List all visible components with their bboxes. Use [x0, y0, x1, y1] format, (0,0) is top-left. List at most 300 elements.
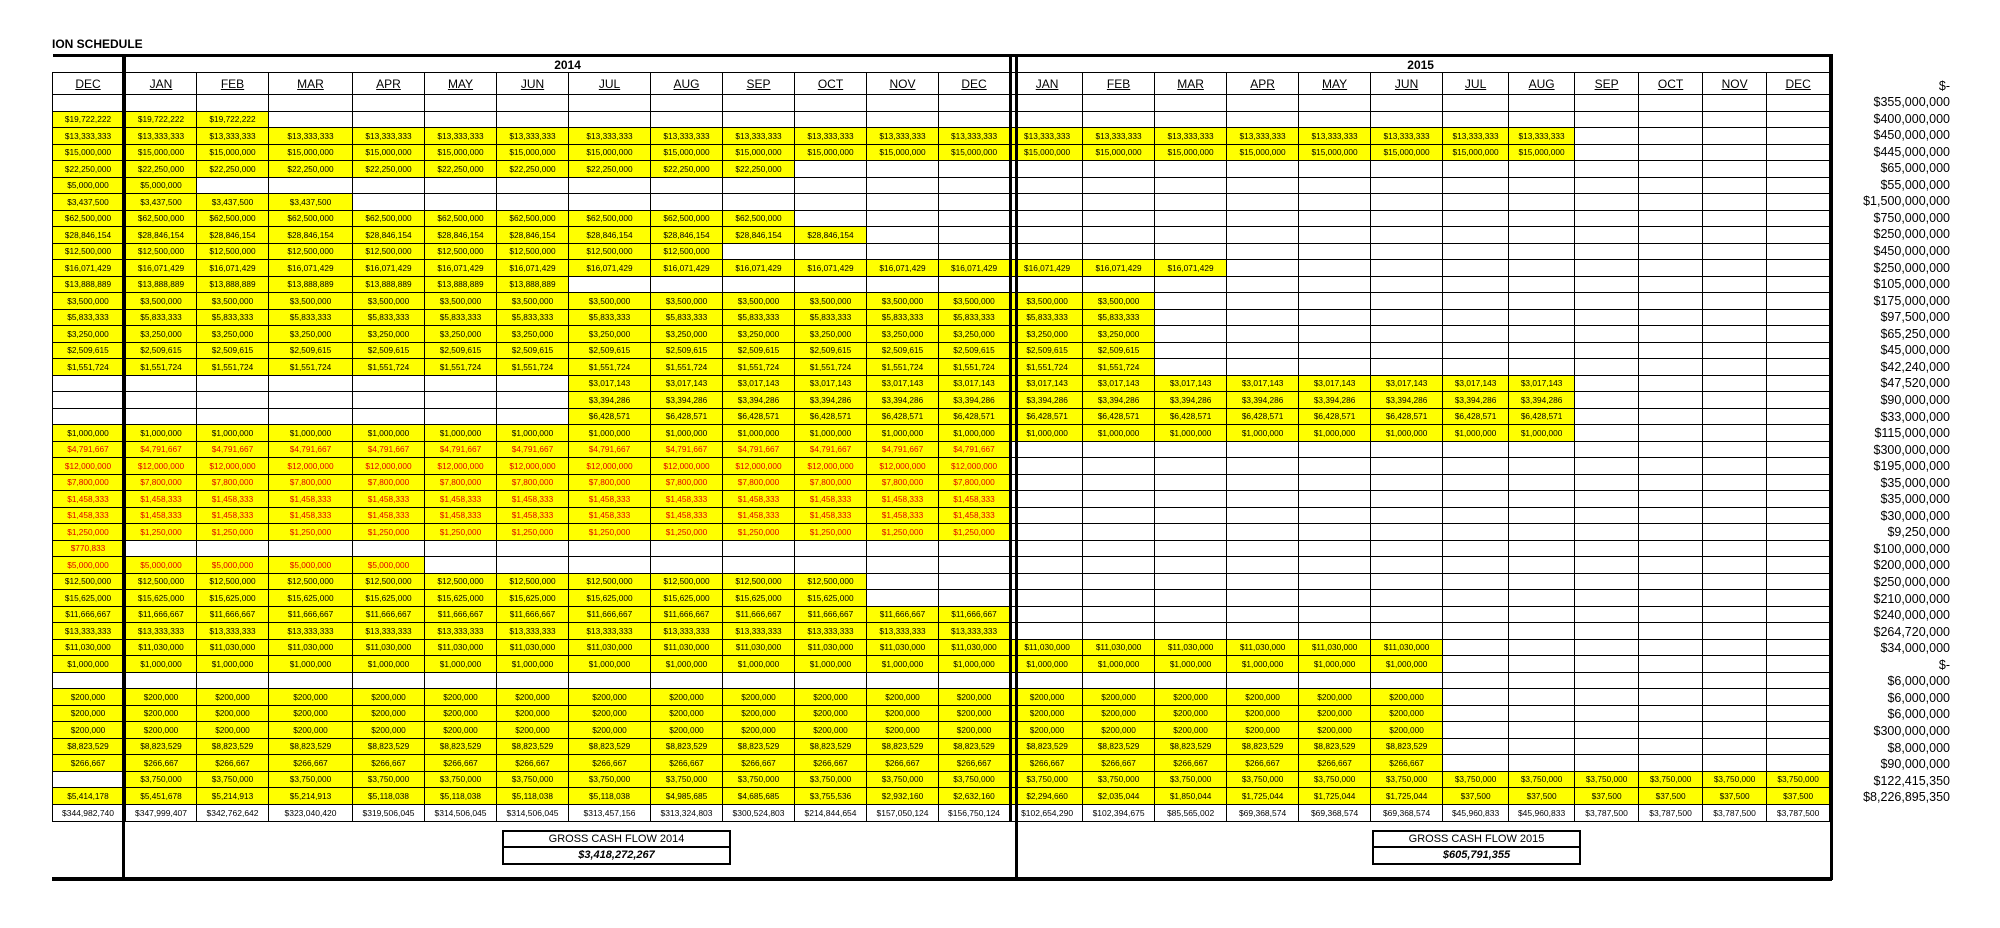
schedule-cell — [1155, 623, 1227, 640]
schedule-row — [53, 491, 1831, 508]
schedule-cell: $1,000,000 — [795, 425, 867, 442]
schedule-cell — [1639, 491, 1703, 508]
schedule-cell: $266,667 — [569, 755, 651, 772]
schedule-cell: $1,250,000 — [497, 524, 569, 541]
schedule-cell — [939, 590, 1011, 607]
schedule-cell: $6,428,571 — [867, 408, 939, 425]
schedule-cell: $62,500,000 — [353, 210, 425, 227]
schedule-cell: $5,833,333 — [939, 309, 1011, 326]
schedule-cell — [1639, 672, 1703, 689]
schedule-cell — [723, 95, 795, 112]
schedule-cell — [1083, 524, 1155, 541]
schedule-cell — [939, 243, 1011, 260]
schedule-cell — [723, 243, 795, 260]
month-header-dec: DEC — [1767, 73, 1831, 95]
schedule-cell: $62,500,000 — [125, 210, 197, 227]
schedule-cell: $3,437,500 — [53, 194, 125, 211]
schedule-cell: $8,823,529 — [125, 738, 197, 755]
row-total-value: $250,000,000 — [1873, 260, 1950, 275]
schedule-cell: $6,428,571 — [939, 408, 1011, 425]
schedule-cell — [1509, 326, 1575, 343]
schedule-cell: $8,823,529 — [1371, 738, 1443, 755]
schedule-cell — [125, 672, 197, 689]
schedule-cell: $12,000,000 — [353, 458, 425, 475]
row-total-value: $6,000,000 — [1887, 674, 1950, 689]
schedule-cell — [1703, 177, 1767, 194]
schedule-cell: $1,458,333 — [867, 491, 939, 508]
schedule-cell: $12,500,000 — [353, 573, 425, 590]
schedule-cell — [425, 177, 497, 194]
schedule-row — [53, 161, 1831, 178]
schedule-cell — [353, 177, 425, 194]
schedule-cell — [1299, 359, 1371, 376]
schedule-cell — [1011, 590, 1083, 607]
schedule-cell — [1639, 425, 1703, 442]
sheet-title: ION SCHEDULE — [52, 37, 143, 51]
schedule-cell — [1011, 507, 1083, 524]
schedule-cell — [353, 408, 425, 425]
row-total-value: $250,000,000 — [1873, 227, 1950, 242]
schedule-cell: $11,666,667 — [53, 606, 125, 623]
schedule-cell: $1,000,000 — [651, 425, 723, 442]
month-header-feb: FEB — [1083, 73, 1155, 95]
schedule-cell — [1703, 309, 1767, 326]
schedule-cell — [939, 557, 1011, 574]
schedule-cell — [1371, 623, 1443, 640]
schedule-cell: $28,846,154 — [497, 227, 569, 244]
schedule-cell — [1155, 111, 1227, 128]
schedule-cell — [497, 392, 569, 409]
schedule-cell: $1,000,000 — [1371, 656, 1443, 673]
schedule-cell: $1,000,000 — [1227, 425, 1299, 442]
schedule-cell — [1155, 590, 1227, 607]
schedule-cell: $8,823,529 — [795, 738, 867, 755]
schedule-cell: $200,000 — [125, 689, 197, 706]
schedule-cell — [1227, 557, 1299, 574]
schedule-cell: $3,394,286 — [1083, 392, 1155, 409]
schedule-cell: $15,000,000 — [1371, 144, 1443, 161]
schedule-cell — [1371, 540, 1443, 557]
schedule-cell: $200,000 — [939, 689, 1011, 706]
schedule-cell — [1371, 606, 1443, 623]
schedule-cell: $16,071,429 — [939, 260, 1011, 277]
schedule-cell — [867, 672, 939, 689]
schedule-cell: $3,394,286 — [795, 392, 867, 409]
schedule-cell: $1,000,000 — [723, 656, 795, 673]
schedule-cell — [1639, 755, 1703, 772]
schedule-cell — [1227, 276, 1299, 293]
schedule-cell: $1,458,333 — [197, 491, 269, 508]
schedule-cell — [1639, 144, 1703, 161]
schedule-cell: $6,428,571 — [1299, 408, 1371, 425]
schedule-cell — [1299, 293, 1371, 310]
schedule-cell: $200,000 — [1227, 705, 1299, 722]
gross-cash-flow-2014-label: GROSS CASH FLOW 2014 — [504, 832, 729, 848]
schedule-row — [53, 342, 1831, 359]
schedule-cell — [53, 408, 125, 425]
schedule-cell — [1703, 524, 1767, 541]
schedule-cell — [497, 672, 569, 689]
schedule-cell — [1767, 243, 1831, 260]
schedule-cell: $5,833,333 — [867, 309, 939, 326]
schedule-cell: $1,000,000 — [197, 656, 269, 673]
schedule-cell — [1155, 293, 1227, 310]
schedule-cell: $11,030,000 — [1011, 639, 1083, 656]
schedule-cell — [1767, 705, 1831, 722]
schedule-cell: $7,800,000 — [569, 474, 651, 491]
schedule-cell — [1227, 194, 1299, 211]
schedule-cell: $15,000,000 — [425, 144, 497, 161]
month-header-sep: SEP — [723, 73, 795, 95]
schedule-cell — [1703, 128, 1767, 145]
schedule-cell: $11,030,000 — [1299, 639, 1371, 656]
schedule-cell: $3,750,000 — [867, 771, 939, 788]
monthly-total-cell: $323,040,420 — [269, 804, 353, 821]
schedule-cell: $1,000,000 — [353, 656, 425, 673]
schedule-cell — [867, 177, 939, 194]
schedule-cell — [1703, 243, 1767, 260]
gross-cash-flow-2015-label: GROSS CASH FLOW 2015 — [1374, 832, 1579, 848]
schedule-cell: $3,750,000 — [1155, 771, 1227, 788]
schedule-cell — [1443, 705, 1509, 722]
schedule-cell: $3,250,000 — [1083, 326, 1155, 343]
schedule-cell: $200,000 — [1155, 689, 1227, 706]
schedule-cell: $1,551,724 — [723, 359, 795, 376]
schedule-cell: $13,333,333 — [425, 623, 497, 640]
schedule-cell: $15,625,000 — [795, 590, 867, 607]
schedule-cell — [939, 177, 1011, 194]
schedule-cell: $200,000 — [569, 705, 651, 722]
schedule-cell: $15,000,000 — [723, 144, 795, 161]
monthly-total-cell: $313,457,156 — [569, 804, 651, 821]
schedule-cell: $200,000 — [939, 705, 1011, 722]
schedule-cell: $200,000 — [1083, 705, 1155, 722]
schedule-cell — [1575, 260, 1639, 277]
schedule-cell — [497, 111, 569, 128]
schedule-cell — [197, 95, 269, 112]
schedule-cell: $1,250,000 — [53, 524, 125, 541]
schedule-cell: $3,500,000 — [723, 293, 795, 310]
schedule-cell — [651, 111, 723, 128]
schedule-row — [53, 128, 1831, 145]
grand-total-value: $8,226,895,350 — [1863, 790, 1950, 805]
schedule-cell — [1443, 507, 1509, 524]
schedule-cell: $3,017,143 — [1227, 375, 1299, 392]
schedule-cell: $5,833,333 — [723, 309, 795, 326]
schedule-cell: $28,846,154 — [795, 227, 867, 244]
schedule-cell: $200,000 — [425, 705, 497, 722]
schedule-cell — [353, 540, 425, 557]
schedule-cell — [1767, 573, 1831, 590]
schedule-cell: $3,750,000 — [1639, 771, 1703, 788]
schedule-cell — [867, 557, 939, 574]
schedule-cell: $200,000 — [125, 705, 197, 722]
schedule-cell — [939, 161, 1011, 178]
schedule-row — [53, 260, 1831, 277]
schedule-cell: $266,667 — [1227, 755, 1299, 772]
schedule-cell — [1371, 243, 1443, 260]
schedule-cell: $3,500,000 — [497, 293, 569, 310]
monthly-total-cell: $344,982,740 — [53, 804, 125, 821]
schedule-row — [53, 623, 1831, 640]
schedule-cell: $15,625,000 — [425, 590, 497, 607]
schedule-cell — [1299, 227, 1371, 244]
schedule-cell: $200,000 — [867, 705, 939, 722]
schedule-cell: $266,667 — [197, 755, 269, 772]
schedule-cell: $200,000 — [1371, 705, 1443, 722]
monthly-totals-row — [53, 804, 1831, 821]
schedule-cell: $8,823,529 — [53, 738, 125, 755]
schedule-cell — [1155, 573, 1227, 590]
schedule-cell — [1443, 590, 1509, 607]
schedule-cell: $6,428,571 — [1443, 408, 1509, 425]
schedule-cell: $1,000,000 — [569, 656, 651, 673]
row-total-value: $175,000,000 — [1873, 293, 1950, 308]
month-header-oct: OCT — [1639, 73, 1703, 95]
schedule-cell — [939, 672, 1011, 689]
schedule-cell — [1155, 342, 1227, 359]
schedule-cell: $3,500,000 — [651, 293, 723, 310]
schedule-cell: $62,500,000 — [723, 210, 795, 227]
schedule-cell — [1575, 359, 1639, 376]
schedule-cell — [1767, 128, 1831, 145]
schedule-cell: $1,458,333 — [723, 491, 795, 508]
schedule-cell — [1639, 474, 1703, 491]
schedule-cell — [1227, 623, 1299, 640]
month-header-aug: AUG — [1509, 73, 1575, 95]
schedule-cell: $12,500,000 — [569, 243, 651, 260]
schedule-cell: $7,800,000 — [425, 474, 497, 491]
schedule-cell: $1,000,000 — [1299, 656, 1371, 673]
schedule-cell — [1227, 243, 1299, 260]
schedule-cell — [1509, 359, 1575, 376]
schedule-cell: $62,500,000 — [269, 210, 353, 227]
schedule-cell — [1703, 441, 1767, 458]
row-total-value: $45,000,000 — [1880, 343, 1950, 358]
schedule-cell: $200,000 — [867, 689, 939, 706]
schedule-cell — [1371, 309, 1443, 326]
schedule-cell — [1703, 392, 1767, 409]
schedule-cell: $4,685,685 — [723, 788, 795, 805]
row-total-value: $34,000,000 — [1880, 641, 1950, 656]
schedule-cell — [1767, 738, 1831, 755]
schedule-cell: $28,846,154 — [353, 227, 425, 244]
row-total-value: $210,000,000 — [1873, 591, 1950, 606]
schedule-cell — [1639, 441, 1703, 458]
schedule-cell — [1371, 177, 1443, 194]
schedule-cell — [1575, 639, 1639, 656]
schedule-cell: $4,791,667 — [939, 441, 1011, 458]
schedule-cell: $1,000,000 — [867, 656, 939, 673]
schedule-cell — [1767, 474, 1831, 491]
schedule-cell: $11,666,667 — [425, 606, 497, 623]
schedule-cell: $13,333,333 — [795, 128, 867, 145]
schedule-cell: $1,850,044 — [1155, 788, 1227, 805]
schedule-cell — [1083, 474, 1155, 491]
schedule-cell — [1575, 540, 1639, 557]
schedule-cell — [1509, 491, 1575, 508]
schedule-cell: $8,823,529 — [353, 738, 425, 755]
schedule-row — [53, 408, 1831, 425]
monthly-total-cell: $313,324,803 — [651, 804, 723, 821]
row-total-value: $115,000,000 — [1874, 426, 1950, 441]
schedule-cell: $266,667 — [795, 755, 867, 772]
schedule-cell — [1575, 293, 1639, 310]
schedule-cell — [1575, 458, 1639, 475]
monthly-total-cell: $157,050,124 — [867, 804, 939, 821]
schedule-cell: $2,509,615 — [425, 342, 497, 359]
schedule-cell: $6,428,571 — [1011, 408, 1083, 425]
schedule-cell: $37,500 — [1767, 788, 1831, 805]
schedule-row — [53, 243, 1831, 260]
row-total-value: $33,000,000 — [1880, 409, 1950, 424]
schedule-cell: $4,791,667 — [353, 441, 425, 458]
schedule-cell: $37,500 — [1443, 788, 1509, 805]
schedule-cell — [1703, 491, 1767, 508]
schedule-cell — [1703, 474, 1767, 491]
schedule-cell: $1,551,724 — [795, 359, 867, 376]
schedule-cell — [1509, 524, 1575, 541]
month-header-nov: NOV — [867, 73, 939, 95]
monthly-total-cell: $45,960,833 — [1509, 804, 1575, 821]
schedule-cell — [569, 194, 651, 211]
schedule-cell — [1575, 276, 1639, 293]
monthly-total-cell: $85,565,002 — [1155, 804, 1227, 821]
schedule-cell — [1575, 425, 1639, 442]
schedule-cell — [1011, 194, 1083, 211]
schedule-cell: $8,823,529 — [1299, 738, 1371, 755]
schedule-cell: $3,500,000 — [197, 293, 269, 310]
schedule-cell — [1371, 507, 1443, 524]
schedule-row — [53, 309, 1831, 326]
schedule-cell: $200,000 — [497, 705, 569, 722]
schedule-row — [53, 326, 1831, 343]
schedule-cell: $4,791,667 — [197, 441, 269, 458]
schedule-cell: $1,458,333 — [197, 507, 269, 524]
schedule-cell: $5,000,000 — [53, 557, 125, 574]
schedule-cell — [1703, 375, 1767, 392]
schedule-cell: $1,000,000 — [53, 425, 125, 442]
schedule-cell — [497, 194, 569, 211]
schedule-cell — [1371, 474, 1443, 491]
schedule-cell: $200,000 — [723, 705, 795, 722]
schedule-cell: $7,800,000 — [795, 474, 867, 491]
schedule-cell — [1443, 359, 1509, 376]
schedule-cell: $15,625,000 — [353, 590, 425, 607]
schedule-cell: $1,000,000 — [425, 425, 497, 442]
schedule-cell — [1083, 590, 1155, 607]
schedule-cell: $15,000,000 — [269, 144, 353, 161]
schedule-cell: $11,666,667 — [269, 606, 353, 623]
schedule-cell — [1575, 524, 1639, 541]
schedule-cell — [1639, 722, 1703, 739]
month-header-jul: JUL — [1443, 73, 1509, 95]
schedule-cell — [1767, 309, 1831, 326]
row-total-value: $97,500,000 — [1880, 310, 1950, 325]
schedule-cell — [1703, 161, 1767, 178]
schedule-cell — [1443, 557, 1509, 574]
schedule-cell: $3,250,000 — [939, 326, 1011, 343]
schedule-cell: $1,458,333 — [425, 491, 497, 508]
schedule-cell: $15,625,000 — [723, 590, 795, 607]
schedule-cell — [1371, 326, 1443, 343]
schedule-cell: $3,250,000 — [353, 326, 425, 343]
schedule-cell — [1639, 210, 1703, 227]
schedule-cell — [1575, 474, 1639, 491]
schedule-cell: $13,333,333 — [1155, 128, 1227, 145]
schedule-cell — [1083, 491, 1155, 508]
schedule-cell — [269, 375, 353, 392]
schedule-cell: $5,833,333 — [353, 309, 425, 326]
schedule-cell: $3,500,000 — [1011, 293, 1083, 310]
schedule-cell: $3,500,000 — [53, 293, 125, 310]
gross-cash-flow-2014-value: $3,418,272,267 — [578, 849, 655, 861]
monthly-total-cell: $3,787,500 — [1703, 804, 1767, 821]
schedule-cell: $200,000 — [1227, 722, 1299, 739]
schedule-cell — [1299, 573, 1371, 590]
schedule-cell: $2,509,615 — [939, 342, 1011, 359]
schedule-cell — [1509, 606, 1575, 623]
schedule-cell — [53, 771, 125, 788]
schedule-cell — [1443, 243, 1509, 260]
schedule-cell: $8,823,529 — [569, 738, 651, 755]
schedule-cell: $15,625,000 — [269, 590, 353, 607]
monthly-total-cell: $342,762,642 — [197, 804, 269, 821]
schedule-cell — [497, 375, 569, 392]
schedule-cell: $13,333,333 — [939, 128, 1011, 145]
schedule-row — [53, 458, 1831, 475]
schedule-cell: $1,551,724 — [569, 359, 651, 376]
schedule-cell — [1443, 227, 1509, 244]
schedule-cell — [1639, 590, 1703, 607]
schedule-cell — [1767, 623, 1831, 640]
schedule-cell: $266,667 — [651, 755, 723, 772]
schedule-cell: $200,000 — [1155, 722, 1227, 739]
row-total-value: $1,500,000,000 — [1863, 194, 1950, 209]
schedule-cell: $2,509,615 — [125, 342, 197, 359]
schedule-cell: $5,833,333 — [125, 309, 197, 326]
schedule-cell — [1227, 95, 1299, 112]
schedule-cell: $770,833 — [53, 540, 125, 557]
schedule-cell: $4,791,667 — [497, 441, 569, 458]
schedule-cell — [1767, 590, 1831, 607]
schedule-cell: $3,750,000 — [1767, 771, 1831, 788]
schedule-cell: $12,000,000 — [53, 458, 125, 475]
schedule-cell — [1371, 161, 1443, 178]
schedule-cell: $11,666,667 — [197, 606, 269, 623]
schedule-cell: $11,030,000 — [651, 639, 723, 656]
row-total-value: $400,000,000 — [1873, 111, 1950, 126]
schedule-cell — [497, 408, 569, 425]
schedule-cell — [1371, 590, 1443, 607]
schedule-cell — [1639, 524, 1703, 541]
schedule-cell: $3,750,000 — [1227, 771, 1299, 788]
schedule-cell — [795, 243, 867, 260]
schedule-cell — [1299, 161, 1371, 178]
schedule-cell — [1443, 573, 1509, 590]
row-total-value: $300,000,000 — [1873, 442, 1950, 457]
schedule-cell: $12,500,000 — [353, 243, 425, 260]
schedule-cell — [795, 111, 867, 128]
schedule-cell — [1575, 491, 1639, 508]
schedule-cell: $3,500,000 — [569, 293, 651, 310]
schedule-cell: $13,333,333 — [651, 623, 723, 640]
schedule-cell: $3,394,286 — [569, 392, 651, 409]
schedule-cell — [1509, 474, 1575, 491]
schedule-row — [53, 705, 1831, 722]
schedule-cell: $16,071,429 — [1083, 260, 1155, 277]
schedule-cell: $200,000 — [497, 689, 569, 706]
